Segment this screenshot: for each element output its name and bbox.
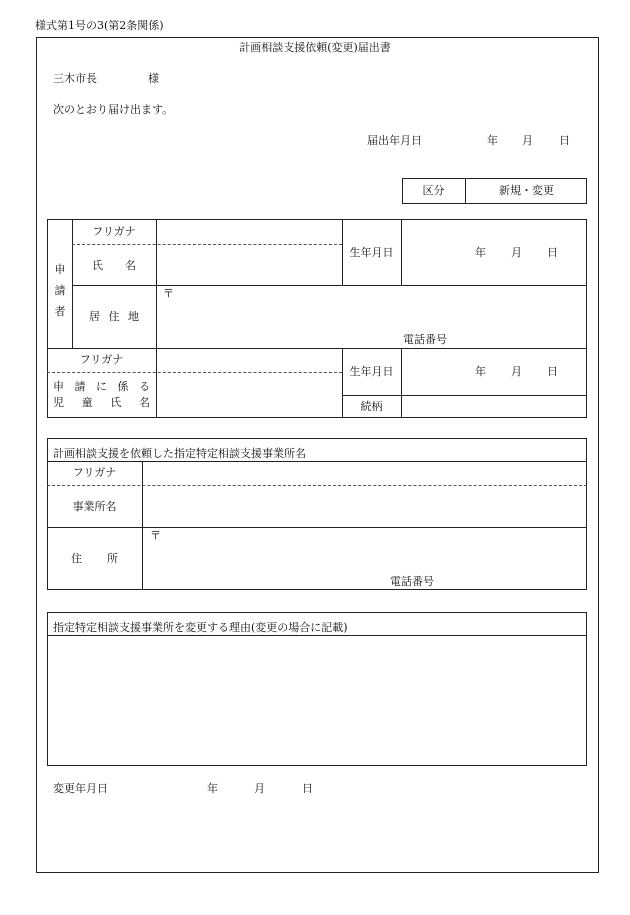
child-label-char-5: る	[139, 380, 150, 393]
child-birth-month: 月	[511, 365, 522, 378]
intro-text: 次のとおり届け出ます。	[53, 103, 174, 116]
applicant-name-char-2: 名	[125, 259, 136, 272]
applicant-group-divider	[72, 219, 73, 348]
applicant-phone-label: 電話番号	[403, 333, 447, 346]
applicant-birthdate-field[interactable]	[402, 220, 586, 284]
child-name-label-line2	[53, 397, 150, 408]
child-name-field[interactable]	[157, 373, 341, 417]
applicant-group-label	[48, 259, 72, 322]
applicant-address-field[interactable]	[157, 286, 586, 347]
office-address-char-2: 所	[107, 552, 118, 565]
applicant-address-char-2: 住	[108, 310, 120, 323]
office-postal-mark: 〒	[150, 529, 161, 542]
applicant-birth-day: 日	[547, 246, 558, 259]
addressee-honorific: 様	[148, 72, 159, 85]
category-select[interactable]: 新規・変更	[499, 184, 554, 197]
applicant-name-field[interactable]	[157, 245, 341, 284]
office-section-title: 計画相談支援を依頼した指定特定相談支援事業所名	[53, 447, 306, 460]
office-address-label	[71, 553, 118, 564]
submission-day-label: 日	[559, 134, 570, 147]
child-relationship-label: 続柄	[360, 400, 383, 413]
change-year-label: 年	[207, 782, 218, 795]
child-birth-day: 日	[547, 365, 558, 378]
office-name-label: 事業所名	[72, 500, 117, 513]
applicant-birth-year: 年	[475, 246, 486, 259]
applicant-birth-month: 月	[511, 246, 522, 259]
applicant-group-char-1: 申	[54, 263, 66, 276]
child-relationship-field[interactable]	[402, 396, 586, 417]
applicant-group-char-2: 請	[54, 284, 66, 297]
child-name-label-line1	[53, 381, 150, 392]
office-address-field[interactable]	[143, 528, 586, 589]
office-furigana-label: フリガナ	[72, 466, 117, 479]
applicant-group-char-3: 者	[54, 305, 66, 318]
submission-month-label: 月	[522, 134, 533, 147]
child-label-char-8: 氏	[110, 396, 122, 409]
child-label-char-9: 名	[138, 396, 150, 409]
child-furigana-label: フリガナ	[79, 353, 124, 366]
applicant-address-label	[89, 311, 139, 322]
applicant-furigana-field[interactable]	[157, 220, 341, 243]
reason-section-title: 指定特定相談支援事業所を変更する理由(変更の場合に記載)	[53, 621, 348, 634]
child-label-char-1: 申	[53, 380, 64, 393]
office-name-field[interactable]	[143, 486, 586, 526]
applicant-name-label	[92, 260, 136, 271]
office-furigana-field[interactable]	[143, 462, 586, 484]
addressee-name: 三木市長	[53, 72, 97, 85]
reason-text-area[interactable]	[48, 636, 586, 765]
applicant-address-char-1: 居	[89, 310, 100, 323]
applicant-birthdate-label: 生年月日	[349, 246, 394, 259]
child-label-char-4: 係	[117, 380, 129, 393]
applicant-postal-mark: 〒	[163, 287, 174, 300]
change-day-label: 日	[302, 782, 313, 795]
child-label-char-3: に	[96, 380, 107, 393]
child-label-char-7: 童	[81, 396, 93, 409]
office-phone-label: 電話番号	[390, 575, 434, 588]
change-date-label: 変更年月日	[53, 782, 108, 795]
child-label-char-6: 児	[53, 396, 64, 409]
change-month-label: 月	[254, 782, 265, 795]
child-birthdate-field[interactable]	[402, 349, 586, 394]
applicant-furigana-label: フリガナ	[92, 225, 136, 238]
child-label-char-2: 請	[74, 380, 86, 393]
office-address-char-1: 住	[71, 552, 82, 565]
child-furigana-field[interactable]	[157, 349, 341, 371]
submission-year-label: 年	[487, 134, 498, 147]
submission-date-label: 届出年月日	[367, 134, 422, 147]
form-number: 様式第1号の3(第2条関係)	[35, 19, 164, 32]
applicant-name-char-1: 氏	[92, 259, 103, 272]
category-label: 区分	[422, 184, 445, 197]
child-birthdate-label: 生年月日	[349, 365, 394, 378]
applicant-address-char-3: 地	[128, 310, 139, 323]
form-title: 計画相談支援依頼(変更)届出書	[239, 41, 391, 54]
child-birth-year: 年	[475, 365, 486, 378]
